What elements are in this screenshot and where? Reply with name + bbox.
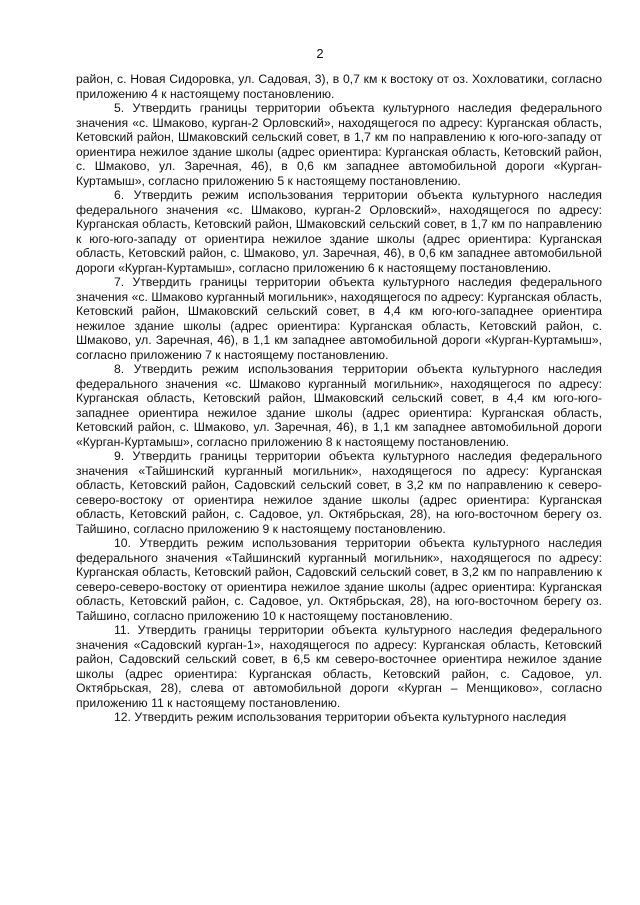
- document-body: [76, 72, 602, 725]
- paragraph-item-6: 6. Утвердить режим использования территории объекта культурного наследия федерального значения «с. Шмаково, курган-2 Орловский», находящегося по адресу: Курганская область, Кетовский район, Шмаковский сельский совет, в 1,7 км по направлению к юго-юго-западу от ориентира нежилое здание школы (адрес ориентира: Курганская область, Кетовский район, с. Шмаково, ул. Заречная, 46), в 0,6 км западнее автомобильной дороги «Курган-Куртамыш», согласно приложению 6 к настоящему постановлению.: [76, 188, 602, 275]
- paragraph-item-8: 8. Утвердить режим использования территории объекта культурного наследия федерального значения «с. Шмаково курганный могильник», находящегося по адресу: Курганская область, Кетовский район, Шмаковский сельский совет, в 4,4 км юго-юго-западнее ориентира нежилое здание школы (адрес ориентира: Курганская область, Кетовский район, с. Шмаково, ул. Заречная, 46), в 1,1 км западнее автомобильной дороги «Курган-Куртамыш», согласно приложению 8 к настоящему постановлению.: [76, 362, 602, 449]
- paragraph-item-7: 7. Утвердить границы территории объекта культурного наследия федерального значения «с. Шмаково курганный могильник», находящегося по адресу: Курганская область, Кетовский район, Шмаковский сельский совет, в 4,4 км юго-юго-западнее ориентира нежилое здание школы (адрес ориентира: Курганская область, Кетовский район, с. Шмаково, ул. Заречная, 46), в 1,1 км западнее автомобильной дороги «Курган-Куртамыш», согласно приложению 7 к настоящему постановлению.: [76, 275, 602, 362]
- paragraph-item-11: 11. Утвердить границы территории объекта культурного наследия федерального значения «Садовский курган-1», находящегося по адресу: Курганская область, Кетовский район, Садовский сельский совет, в 6,5 км северо-восточнее ориентира нежилое здание школы (адрес ориентира: Курганская область, Кетовский район, с. Садовое, ул. Октябрьская, 28), слева от автомобильной дороги «Курган – Менщиково», согласно приложению 11 к настоящему постановлению.: [76, 623, 602, 710]
- paragraph-item-12: 12. Утвердить режим использования территории объекта культурного наследия: [114, 710, 567, 724]
- paragraph-item-5: 5. Утвердить границы территории объекта культурного наследия федерального значения «с. Шмаково, курган-2 Орловский», находящегося по адресу: Курганская область, Кетовский район, Шмаковский сельский совет, в 1,7 км по направлению к юго-юго-западу от ориентира нежилое здание школы (адрес ориентира: Курганская область, Кетовский район, с. Шмаково, ул. Заречная, 46), в 0,6 км западнее автомобильной дороги «Курган-Куртамыш», согласно приложению 5 к настоящему постановлению.: [76, 101, 602, 188]
- paragraph-continuation: район, с. Новая Сидоровка, ул. Садовая, 3), в 0,7 км к востоку от оз. Хохловатики, согласно приложению 4 к настоящему постановлению.: [76, 72, 602, 101]
- paragraph-item-9: 9. Утвердить границы территории объекта культурного наследия федерального значения «Тайшинский курганный могильник», находящегося по адресу: Курганская область, Кетовский район, Садовский сельский совет, в 3,2 км по направлению к северо-северо-востоку от ориентира нежилое здание школы (адрес ориентира: Курганская область, Кетовский район, с. Садовое, ул. Октябрьская, 28), на юго-восточном берегу оз. Тайшино, согласно приложению 9 к настоящему постановлению.: [76, 449, 602, 536]
- paragraph-item-10: 10. Утвердить режим использования территории объекта культурного наследия федерального значения «Тайшинский курганный могильник», находящегося по адресу: Курганская область, Кетовский район, Садовский сельский совет, в 3,2 км по направлению к северо-северо-востоку от ориентира нежилое здание школы (адрес ориентира: Курганская область, Кетовский район, с. Садовое, ул. Октябрьская, 28), на юго-восточном берегу оз. Тайшино, согласно приложению 10 к настоящему постановлению.: [76, 536, 602, 623]
- page-number: 2: [316, 46, 324, 61]
